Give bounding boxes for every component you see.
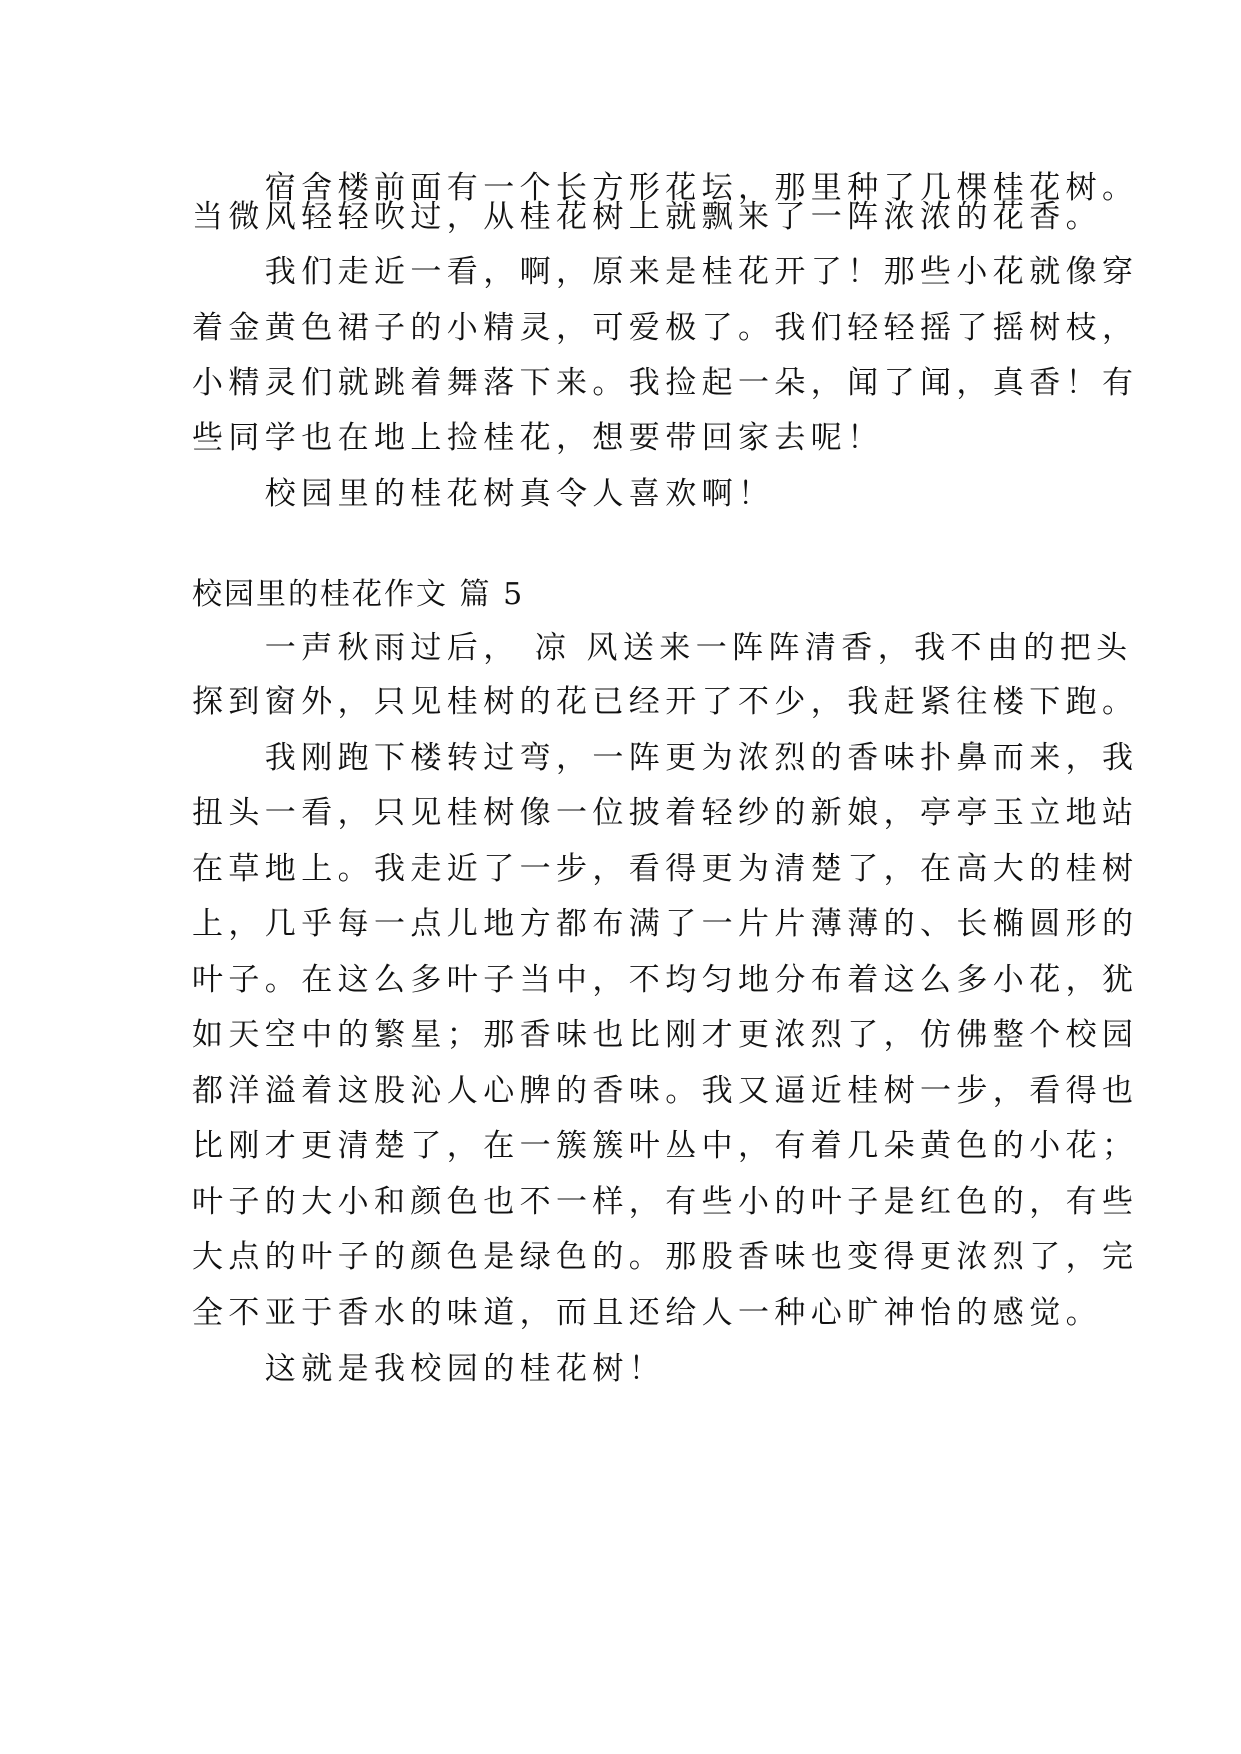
paragraph-line: 探到窗外，只见桂树的花已经开了不少，我赶紧往楼下跑。 bbox=[192, 684, 1139, 720]
paragraph-line: 些同学也在地上捡桂花，想要带回家去呢！ bbox=[192, 420, 884, 456]
paragraph-line: 比刚才更清楚了，在一簇簇叶丛中，有着几朵黄色的小花； bbox=[192, 1128, 1139, 1164]
paragraph-line: 小精灵们就跳着舞落下来。我捡起一朵，闻了闻，真香！有 bbox=[192, 365, 1139, 401]
paragraph-line: 如天空中的繁星；那香味也比刚才更浓烈了，仿佛整个校园 bbox=[192, 1017, 1139, 1053]
paragraph-line: 着金黄色裙子的小精灵，可爱极了。我们轻轻摇了摇树枝， bbox=[192, 310, 1139, 346]
paragraph-line: 扭头一看，只见桂树像一位披着轻纱的新娘，亭亭玉立地站 bbox=[192, 795, 1139, 831]
paragraph-line: 一声秋雨过后， 凉 风送来一阵阵清香，我不由的把头 bbox=[192, 630, 1133, 666]
paragraph-line: 我刚跑下楼转过弯，一阵更为浓烈的香味扑鼻而来，我 bbox=[192, 740, 1139, 776]
paragraph-line: 叶子。在这么多叶子当中，不均匀地分布着这么多小花，犹 bbox=[192, 962, 1139, 998]
paragraph-line: 叶子的大小和颜色也不一样，有些小的叶子是红色的，有些 bbox=[192, 1184, 1139, 1220]
paragraph-line: 都洋溢着这股沁人心脾的香味。我又逼近桂树一步，看得也 bbox=[192, 1073, 1139, 1109]
paragraph-line: 当微风轻轻吹过，从桂花树上就飘来了一阵浓浓的花香。 bbox=[192, 199, 1102, 235]
paragraph-line: 校园里的桂花树真令人喜欢啊！ bbox=[192, 476, 775, 512]
paragraph-line: 全不亚于香水的味道，而且还给人一种心旷神怡的感觉。 bbox=[192, 1295, 1102, 1331]
paragraph-line: 大点的叶子的颜色是绿色的。那股香味也变得更浓烈了，完 bbox=[192, 1239, 1139, 1275]
paragraph-line: 宿舍楼前面有一个长方形花坛，那里种了几棵桂花树。 bbox=[192, 170, 1139, 206]
section-heading: 校园里的桂花作文 篇 5 bbox=[192, 577, 525, 612]
paragraph-line: 上，几乎每一点儿地方都布满了一片片薄薄的、长椭圆形的 bbox=[192, 906, 1139, 942]
paragraph-line: 在草地上。我走近了一步，看得更为清楚了，在高大的桂树 bbox=[192, 851, 1139, 887]
paragraph-line: 这就是我校园的桂花树！ bbox=[192, 1351, 666, 1387]
paragraph-line: 我们走近一看，啊，原来是桂花开了！那些小花就像穿 bbox=[192, 254, 1139, 290]
